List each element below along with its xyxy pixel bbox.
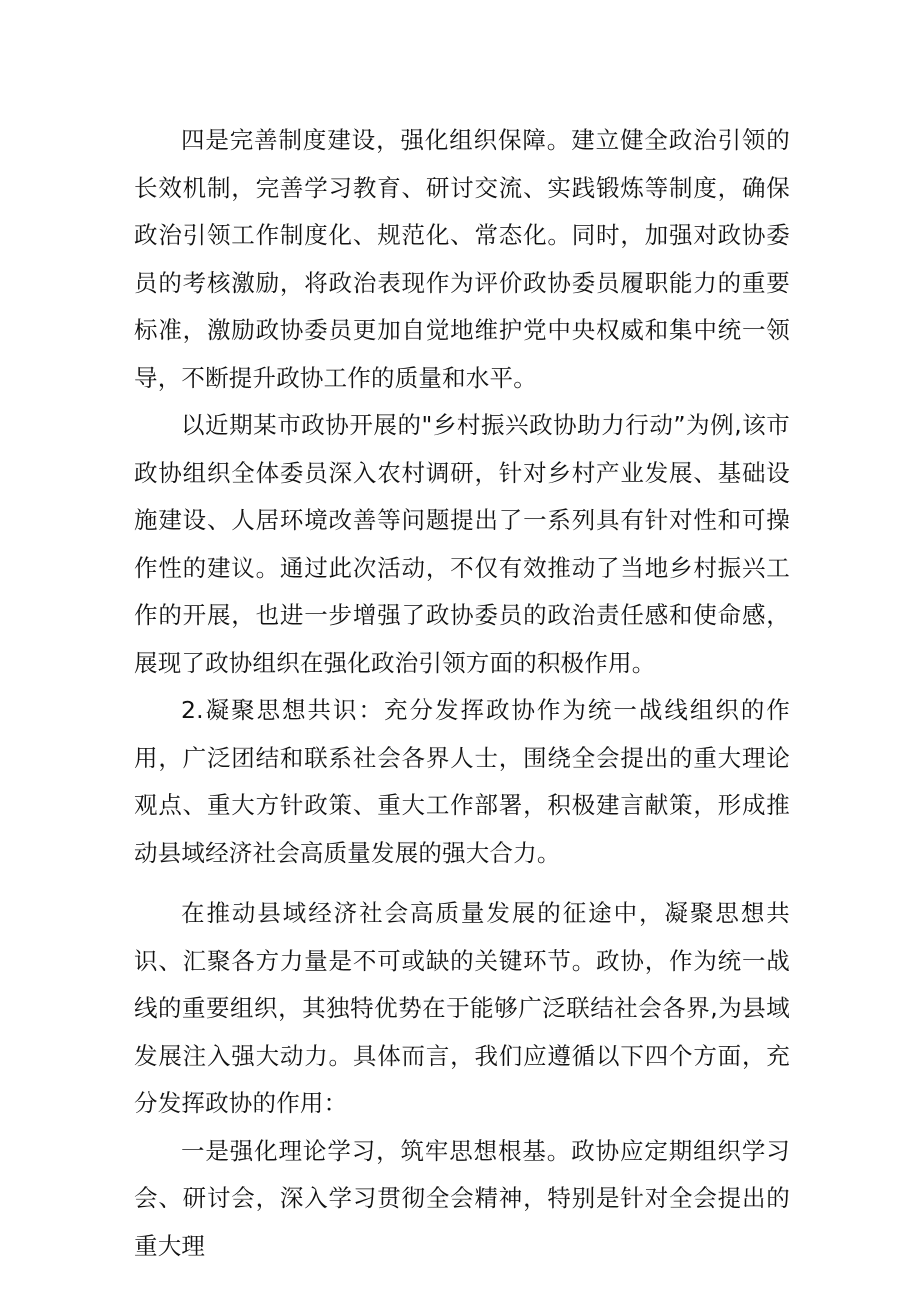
document-body <box>134 117 790 1270</box>
paragraph-theory-study: 一是强化理论学习，筑牢思想根基。政协应定期组织学习会、研讨会，深入学习贯彻全会精神，特别是针对全会提出的重大理 <box>134 1136 790 1260</box>
paragraph-rural-revitalization-example: 以近期某市政协开展的"乡村振兴政协助力行动”为例,该市政协组织全体委员深入农村调研，针对乡村产业发展、基础设施建设、人居环境改善等问题提出了一系列具有针对性和可操作性的建议。通过此次活动，不仅有效推动了当地乡村振兴工作的开展，也进一步增强了政协委员的政治责任感和使命感，展现了政协组织在强化政治引领方面的积极作用。 <box>134 411 790 677</box>
paragraph-consensus-heading: 2.凝聚思想共识：充分发挥政协作为统一战线组织的作用，广泛团结和联系社会各界人士，围绕全会提出的重大理论观点、重大方针政策、重大工作部署，积极建言献策，形成推动县域经济社会高质量发展的强大合力。 <box>134 696 790 867</box>
paragraph-county-development: 在推动县域经济社会高质量发展的征途中，凝聚思想共识、汇聚各方力量是不可或缺的关键环节。政协，作为统一战线的重要组织，其独特优势在于能够广泛联结社会各界,为县域发展注入强大动力。具体而言，我们应遵循以下四个方面，充分发挥政协的作用： <box>134 899 790 1117</box>
paragraph-institution-building: 四是完善制度建设，强化组织保障。建立健全政治引领的长效机制，完善学习教育、研讨交流、实践锻炼等制度，确保政治引领工作制度化、规范化、常态化。同时，加强对政协委员的考核激励，将政治表现作为评价政协委员履职能力的重要标准，激励政协委员更加自觉地维护党中央权威和集中统一领导，不断提升政协工作的质量和水平。 <box>134 126 790 392</box>
